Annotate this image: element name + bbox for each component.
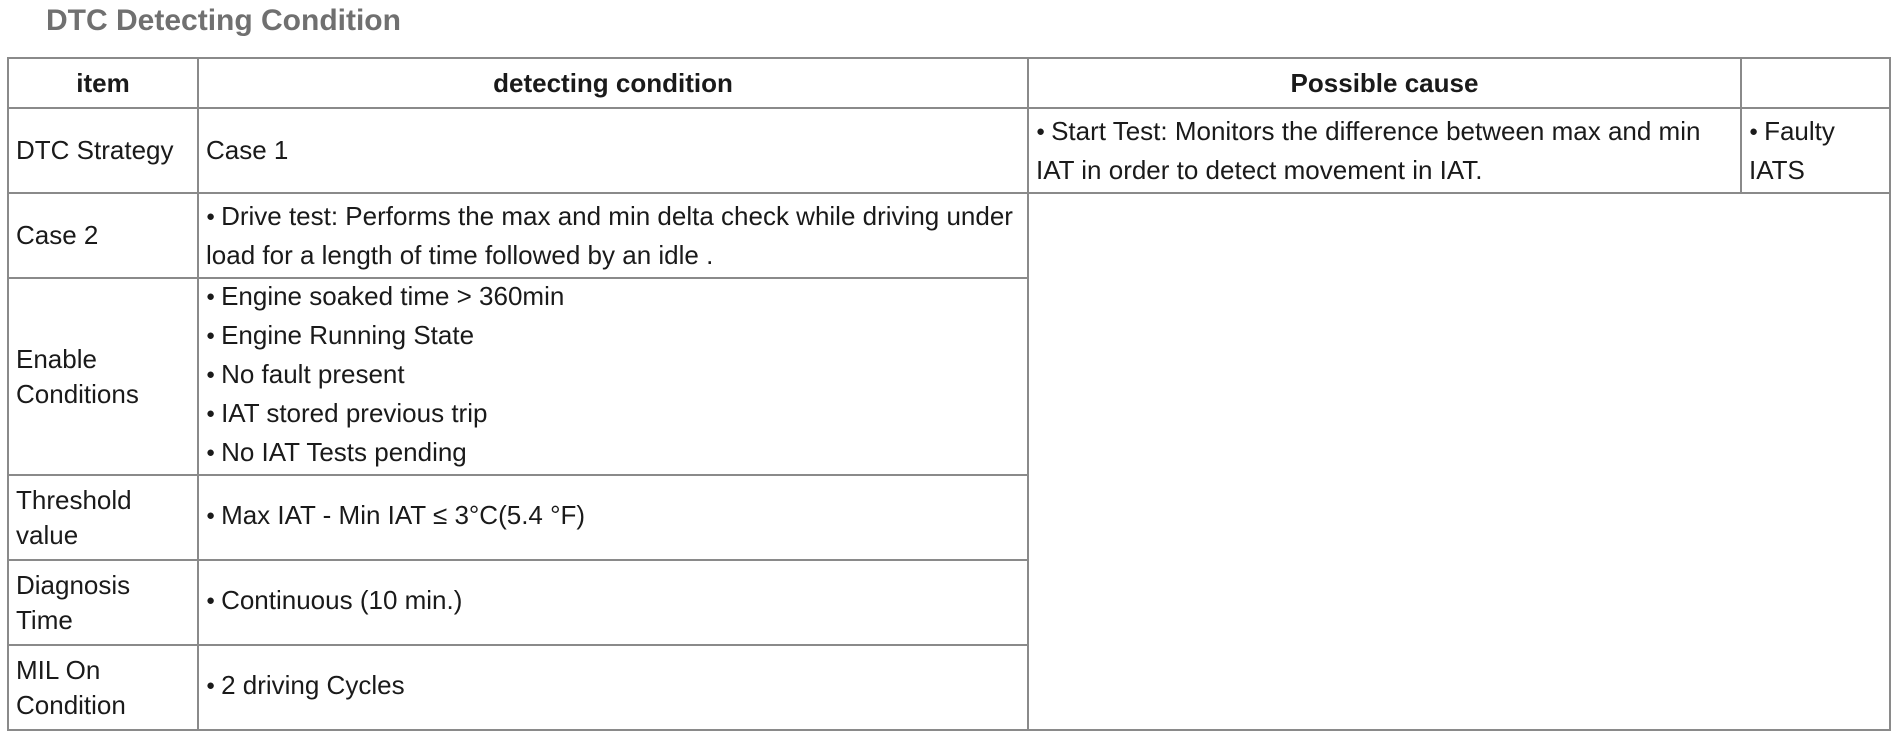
- header-extra: [1741, 58, 1890, 108]
- condition-cell: [198, 278, 1028, 475]
- condition-bullet: ● No IAT Tests pending: [206, 435, 1020, 474]
- condition-bullet: ● Engine Running State: [206, 318, 1020, 357]
- condition-bullet: ● IAT stored previous trip: [206, 396, 1020, 435]
- condition-bullet: ● Max IAT - Min IAT ≤ 3°C(5.4 °F): [206, 498, 1020, 537]
- possible-cause-text: ● Start Test: Monitors the difference between max and min IAT in order to detect movement in IAT.: [1036, 114, 1733, 188]
- possible-cause-cell: [1028, 108, 1741, 193]
- condition-cell: [198, 560, 1028, 645]
- cause-extra-text: ● Faulty IATS: [1749, 114, 1882, 188]
- header-possible-cause: Possible cause: [1028, 58, 1741, 108]
- cause-extra-cell: [1741, 108, 1890, 193]
- condition-cell: [198, 193, 1028, 278]
- condition-bullet: ● 2 driving Cycles: [206, 668, 1020, 707]
- table-row: [8, 108, 1890, 193]
- condition-cell: [198, 475, 1028, 560]
- condition-bullet: ● Engine soaked time > 360min: [206, 279, 1020, 318]
- condition-bullet: ● Continuous (10 min.): [206, 583, 1020, 622]
- page-title: DTC Detecting Condition: [46, 4, 401, 37]
- table-header-row: [8, 58, 1890, 108]
- item-cell: Threshold value: [8, 475, 198, 560]
- item-cell: Case 2: [8, 193, 198, 278]
- dtc-table: [7, 57, 1891, 731]
- condition-cell: Case 1: [198, 108, 1028, 193]
- condition-bullet: ● No fault present: [206, 357, 1020, 396]
- header-item: item: [8, 58, 198, 108]
- header-detecting-condition: detecting condition: [198, 58, 1028, 108]
- condition-cell: [198, 645, 1028, 730]
- empty-cause-area: [1028, 193, 1890, 730]
- item-cell: Enable Conditions: [8, 278, 198, 475]
- item-cell: MIL On Condition: [8, 645, 198, 730]
- item-cell: Diagnosis Time: [8, 560, 198, 645]
- condition-bullet: ● Drive test: Performs the max and min delta check while driving under load for a length of time followed by an idle .: [206, 199, 1020, 273]
- item-cell: DTC Strategy: [8, 108, 198, 193]
- table-row: [8, 193, 1890, 278]
